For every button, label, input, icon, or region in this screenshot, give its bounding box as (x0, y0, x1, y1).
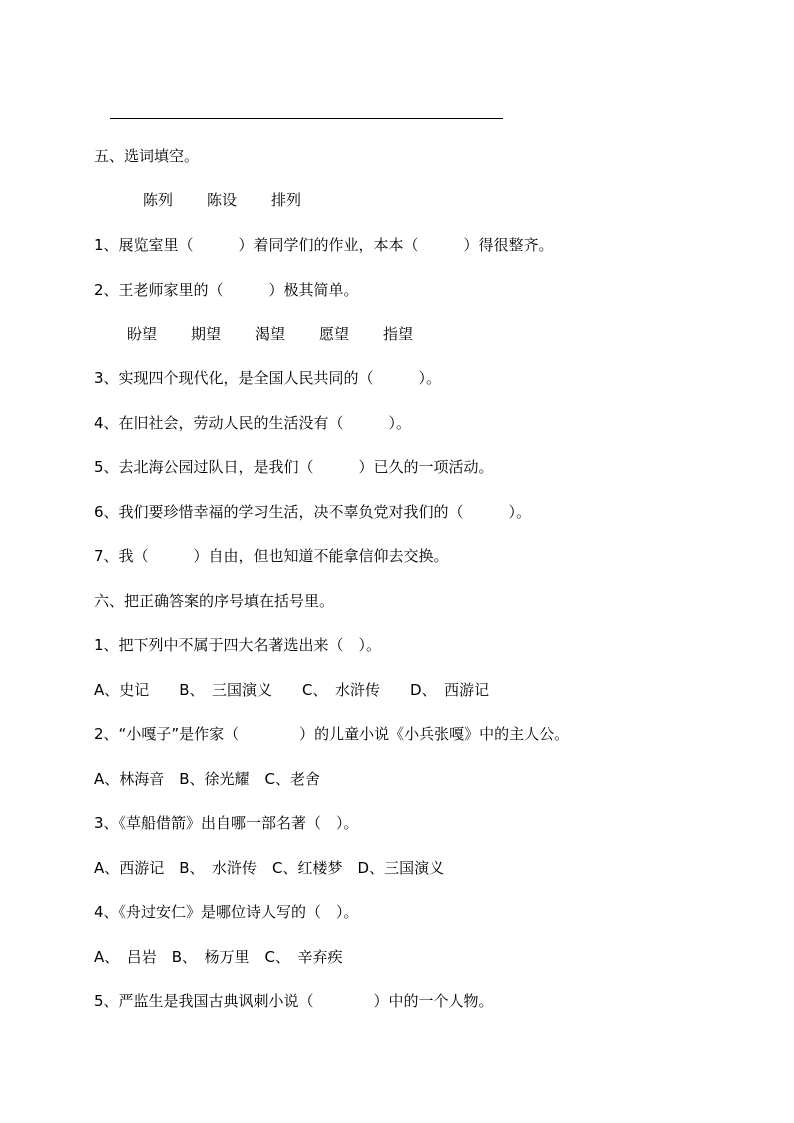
word-option: 排列 (271, 191, 302, 209)
answer-line (110, 118, 503, 119)
question-5-3: 3、实现四个现代化，是全国人民共同的（ ）。 (94, 369, 442, 387)
word-option: 期望 (191, 325, 222, 343)
word-option: 陈设 (207, 191, 238, 209)
question-6-5: 5、严监生是我国古典讽刺小说（ ）中的一个人物。 (94, 992, 494, 1010)
word-option: 陈列 (143, 191, 174, 209)
question-5-4: 4、在旧社会，劳动人民的生活没有（ ）。 (94, 414, 412, 432)
question-5-5: 5、去北海公园过队日，是我们（ ）已久的一项活动。 (94, 458, 494, 476)
question-5-7: 7、我（ ）自由，但也知道不能拿信仰去交换。 (94, 547, 449, 565)
question-5-6: 6、我们要珍惜幸福的学习生活，决不辜负党对我们的（ ）。 (94, 503, 532, 521)
section-6-title: 六、把正确答案的序号填在括号里。 (94, 592, 335, 610)
word-option: 指望 (383, 325, 414, 343)
question-6-3-options: A、西游记 B、 水浒传 C、红楼梦 D、三国演义 (94, 859, 445, 877)
section-5-title: 五、选词填空。 (94, 147, 200, 165)
word-option: 渴望 (255, 325, 286, 343)
question-6-2: 2、“小嘎子”是作家（ ）的儿童小说《小兵张嘎》中的主人公。 (94, 725, 570, 743)
word-option: 盼望 (127, 325, 158, 343)
question-6-2-options: A、林海音 B、徐光耀 C、老舍 (94, 770, 321, 788)
word-option: 愿望 (319, 325, 350, 343)
question-6-3: 3、《草船借箭》出自哪一部名著（ ）。 (94, 814, 359, 832)
question-5-2: 2、王老师家里的（ ）极其简单。 (94, 281, 359, 299)
question-6-1: 1、把下列中不属于四大名著选出来（ ）。 (94, 636, 382, 654)
question-6-1-options: A、史记 B、 三国演义 C、 水浒传 D、 西游记 (94, 681, 490, 699)
question-5-1: 1、展览室里（ ）着同学们的作业，本本（ ）得很整齐。 (94, 236, 554, 254)
question-6-4-options: A、 吕岩 B、 杨万里 C、 辛弃疾 (94, 948, 343, 966)
question-6-4: 4、《舟过安仁》是哪位诗人写的（ ）。 (94, 903, 359, 921)
